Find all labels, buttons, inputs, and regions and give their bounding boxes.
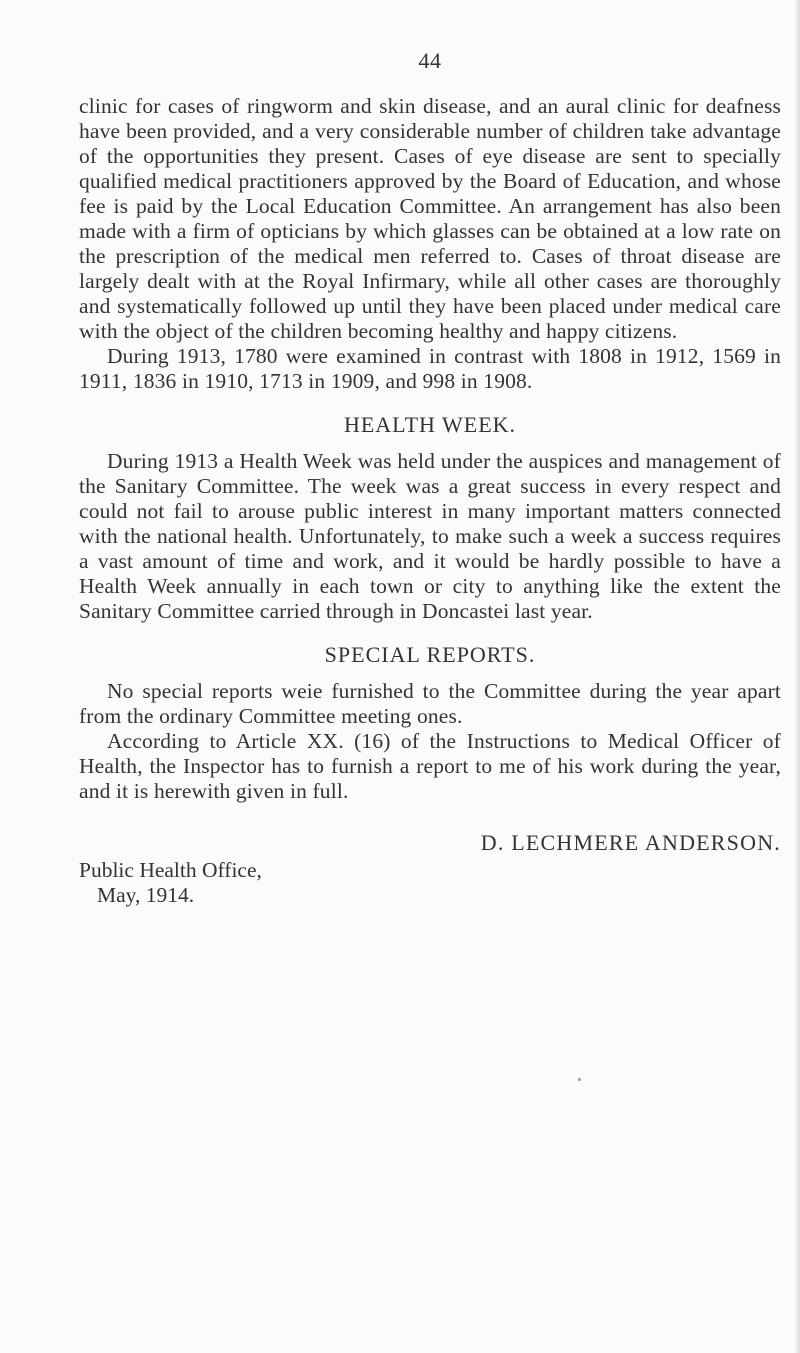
- office-name: Public Health Office,: [79, 858, 262, 882]
- paragraph-examinations: During 1913, 1780 were examined in contrast with 1808 in 1912, 1569 in 1911, 1836 in 1910, 1713 in 1909, and 998 in 1908.: [79, 344, 781, 393]
- signoff-block: [79, 830, 781, 940]
- heading-special-reports: SPECIAL REPORTS.: [324, 642, 536, 667]
- paragraph-clinics: clinic for cases of ringworm and skin disease, and an aural clinic for deafness have been provided, and a very considerable number of children take advantage of the opportunities they present. Cases of eye disease are sent to specially qualified medical practitioners approved by the Board of Education, and whose fee is paid by the Local Education Committee. An arrangement has also been made with a firm of opticians by which glasses can be obtained at a low rate on the prescription of the medical men referred to. Cases of throat disease are largely dealt with at the Royal Infirmary, while all other cases are thoroughly and systematically followed up until they have been placed under medical care with the object of the children becoming healthy and happy citizens.: [79, 94, 781, 343]
- paragraph-health-week: During 1913 a Health Week was held under the auspices and management of the Sanitary Committee. The week was a great success in every respect and could not fail to arouse public interest in many important matters connected with the national health. Unfortunately, to make such a week a success requires a vast amount of time and work, and it would be hardly possible to have a Health Week annually in each town or city to anything like the extent the Sanitary Committee carried through in Doncastei last year.: [79, 449, 781, 623]
- paragraph-special-reports: No special reports weie furnished to the Committee during the year apart from the ordinary Committee meeting ones.: [79, 679, 781, 728]
- signoff-date: May, 1914.: [97, 883, 195, 907]
- signature: D. LECHMERE ANDERSON.: [480, 830, 781, 855]
- page-number: 44: [418, 48, 442, 73]
- page-edge-shadow: [794, 0, 800, 1353]
- heading-health-week: HEALTH WEEK.: [343, 412, 517, 437]
- paragraph-article-xx: According to Article XX. (16) of the Instructions to Medical Officer of Health, the Inspector has to furnish a report to me of his work during the year, and it is herewith given in full.: [79, 729, 781, 803]
- document-page: [79, 48, 781, 940]
- paper-speck: [578, 1078, 581, 1081]
